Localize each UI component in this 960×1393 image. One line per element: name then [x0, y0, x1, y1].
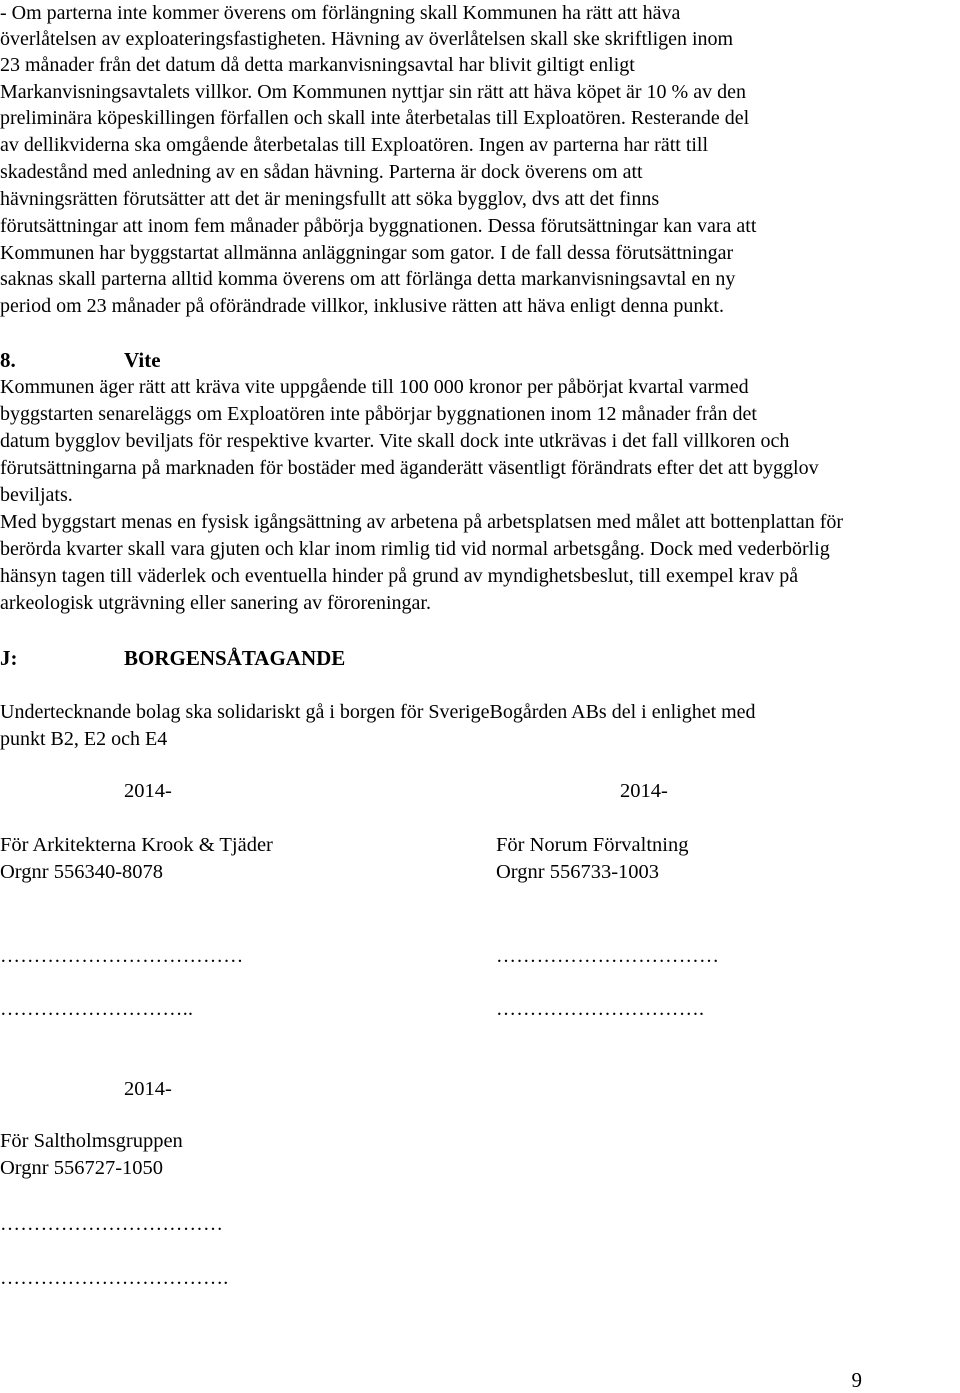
section-j-title: BORGENSÅTAGANDE [124, 646, 346, 670]
text-line: Kommunen äger rätt att kräva vite uppgående till 100 000 kronor per påbörjat kvartal varmed [0, 376, 749, 398]
section-8-number: 8. [0, 348, 16, 372]
signature-date: 2014- [124, 1078, 172, 1100]
text-line: förutsättningar att inom fem månader påbörja byggnationen. Dessa förutsättningar kan vara att [0, 215, 757, 237]
section-8-title: Vite [124, 348, 161, 372]
signature-line: ……………………….. [0, 998, 194, 1020]
signature-org: För Norum Förvaltning [496, 834, 689, 856]
text-line: hänsyn tagen till väderlek och eventuella hinder på grund av myndighetsbeslut, till exempel krav på [0, 565, 799, 587]
signature-orgnr: Orgnr 556733-1003 [496, 861, 660, 883]
signature-line: ……………………………… [0, 945, 244, 967]
text-line: 23 månader från det datum då detta markanvisningsavtal har blivit giltigt enligt [0, 54, 635, 76]
text-line: av dellikviderna ska omgående återbetalas till Exploatören. Ingen av parterna har rätt till [0, 134, 709, 156]
text-line: överlåtelsen av exploateringsfastigheten. Hävning av överlåtelsen skall ske skriftligen inom [0, 28, 734, 50]
text-line: skadestånd med anledning av en sådan hävning. Parterna är dock överens om att [0, 161, 643, 183]
signature-date: 2014- [620, 780, 668, 802]
text-line: datum bygglov beviljats för respektive kvarter. Vite skall dock inte utkrävas i det fall villkoren och [0, 430, 790, 452]
text-line: period om 23 månader på oförändrade villkor, inklusive rätten att häva enligt denna punkt. [0, 295, 724, 317]
signature-line: …………………………. [496, 998, 705, 1020]
text-line: preliminära köpeskillingen förfallen och skall inte återbetalas till Exploatören. Resterande del [0, 107, 750, 129]
signature-line: ……………………………. [0, 1267, 229, 1289]
text-line: Undertecknande bolag ska solidariskt gå i borgen för SverigeBogården ABs del i enlighet med [0, 701, 756, 723]
text-line: hävningsrätten förutsätter att det är meningsfullt att söka bygglov, dvs att det finns [0, 188, 660, 210]
signature-orgnr: Orgnr 556727-1050 [0, 1157, 164, 1179]
text-line: punkt B2, E2 och E4 [0, 728, 168, 750]
page-number: 9 [851, 1368, 862, 1392]
text-line: saknas skall parterna alltid komma överens om att förlänga detta markanvisningsavtal en ny [0, 268, 736, 290]
signature-orgnr: Orgnr 556340-8078 [0, 861, 164, 883]
signature-org: För Arkitekterna Krook & Tjäder [0, 834, 273, 856]
text-line: arkeologisk utgrävning eller sanering av föroreningar. [0, 592, 431, 614]
text-line: förutsättningarna på marknaden för bostäder med äganderätt väsentligt förändrats efter det att bygglov [0, 457, 819, 479]
text-line: beviljats. [0, 484, 73, 506]
signature-line: …………………………… [496, 945, 720, 967]
text-line: - Om parterna inte kommer överens om förlängning skall Kommunen ha rätt att häva [0, 2, 681, 24]
text-line: Med byggstart menas en fysisk igångsättning av arbetena på arbetsplatsen med målet att bottenplattan för [0, 511, 844, 533]
signature-org: För Saltholmsgruppen [0, 1130, 183, 1152]
text-line: Markanvisningsavtalets villkor. Om Kommunen nyttjar sin rätt att häva köpet är 10 % av den [0, 81, 746, 103]
section-j-letter: J: [0, 646, 18, 670]
signature-line: …………………………… [0, 1213, 224, 1235]
signature-date: 2014- [124, 780, 172, 802]
text-line: berörda kvarter skall vara gjuten och klar inom rimlig tid vid normal arbetsgång. Dock med vederbörlig [0, 538, 830, 560]
text-line: Kommunen har byggstartat allmänna anläggningar som gator. I de fall dessa förutsättningar [0, 242, 734, 264]
text-line: byggstarten senareläggs om Exploatören inte påbörjar byggnationen inom 12 månader från det [0, 403, 757, 425]
